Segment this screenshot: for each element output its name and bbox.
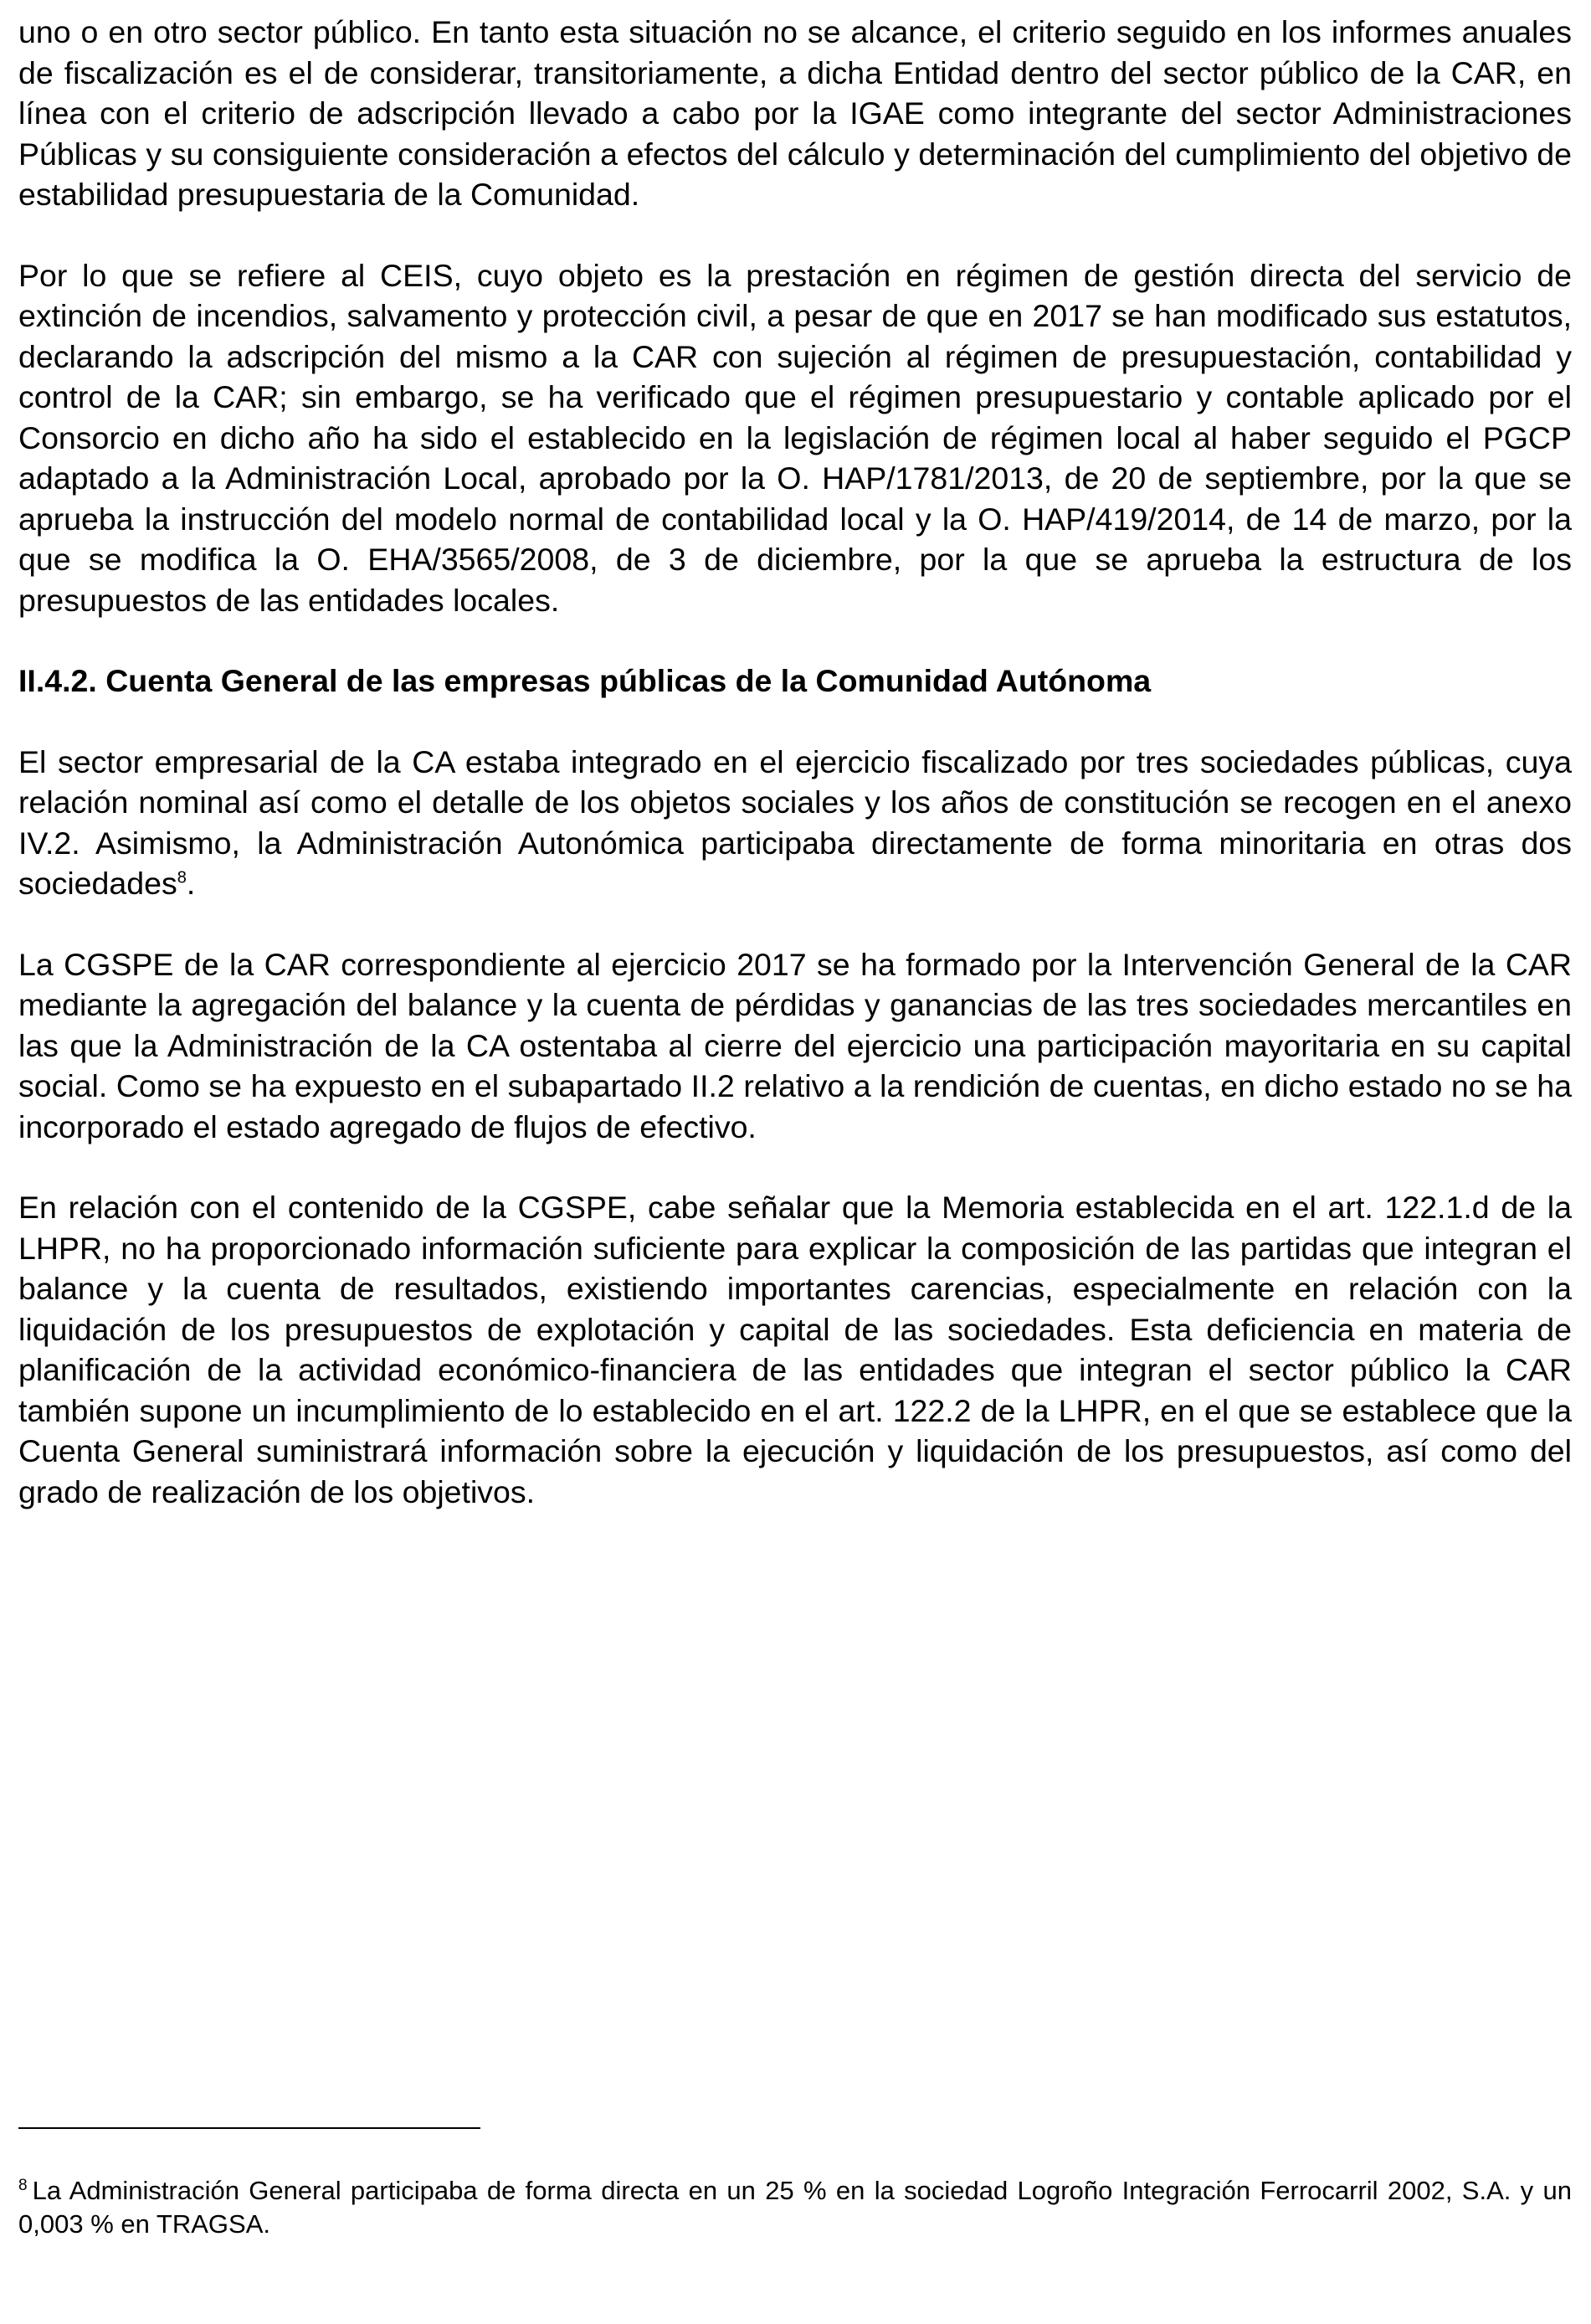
paragraph-ceis: Por lo que se refiere al CEIS, cuyo objeto es la prestación en régimen de gestión directa del servicio de extinción de incendios, salvamento y protección civil, a pesar de que en 2017 se han modificado sus estatutos, declarando la adscripción del mismo a la CAR con sujeción al régimen de presupuestación, contabilidad y control de la CAR; sin embargo, se ha verificado que el régimen presupuestario y contable aplicado por el Consorcio en dicho año ha sido el establecido en la legislación de régimen local al haber seguido el PGCP adaptado a la Administración Local, aprobado por la O. HAP/1781/2013, de 20 de septiembre, por la que se aprueba la instrucción del modelo normal de contabilidad local y la O. HAP/419/2014, de 14 de marzo, por la que se modifica la O. EHA/3565/2008, de 3 de diciembre, por la que se aprueba la estructura de los presupuestos de las entidades locales. [18, 257, 1572, 618]
paragraph-sector-empresarial-end: . [186, 866, 196, 901]
footnote-number: 8 [18, 2176, 28, 2194]
footnote [18, 2174, 1572, 2241]
footnote-text: La Administración General participaba de forma directa en un 25 % en la sociedad Logroño Integración Ferrocarril 2002, S.A. y un 0,003 % en TRAGSA. [18, 2176, 1572, 2239]
paragraph-sector-empresarial-text: El sector empresarial de la CA estaba integrado en el ejercicio fiscalizado por tres sociedades públicas, cuya relación nominal así como el detalle de los objetos sociales y los años de constitución se recogen en el anexo IV.2. Asimismo, la Administración Autonómica participaba directamente de forma minoritaria en otras dos sociedades [18, 743, 1572, 901]
footnote-reference[interactable]: 8 [177, 868, 187, 887]
paragraph-sector-empresarial [18, 742, 1572, 904]
paragraph-cgspe-content: En relación con el contenido de la CGSPE, cabe señalar que la Memoria establecida en el art. 122.1.d de la LHPR, no ha proporcionado información suficiente para explicar la composición de las partidas que integran el balance y la cuenta de resultados, existiendo importantes carencias, especialmente en relación con la liquidación de los presupuestos de explotación y capital de las sociedades. Esta deficiencia en materia de planificación de la actividad económico-financiera de las entidades que integran el sector público la CAR también supone un incumplimiento de lo establecido en el art. 122.2 de la LHPR, en el que se establece que la Cuenta General suministrará información sobre la ejecución y liquidación de los presupuestos, así como del grado de realización de los objetivos. [18, 1190, 1572, 1509]
footnote-divider [18, 2127, 480, 2129]
paragraph-continuation: uno o en otro sector público. En tanto esta situación no se alcance, el criterio seguido en los informes anuales de fiscalización es el de considerar, transitoriamente, a dicha Entidad dentro del sector público de la CAR, en línea con el criterio de adscripción llevado a cabo por la IGAE como integrante del sector Administraciones Públicas y su consiguiente consideración a efectos del cálculo y determinación del cumplimiento del objetivo de estabilidad presupuestaria de la Comunidad. [18, 14, 1572, 212]
section-heading: II.4.2. Cuenta General de las empresas públicas de la Comunidad Autónoma [18, 663, 1152, 698]
paragraph-cgspe-formation: La CGSPE de la CAR correspondiente al ejercicio 2017 se ha formado por la Intervención General de la CAR mediante la agregación del balance y la cuenta de pérdidas y ganancias de las tres sociedades mercantiles en las que la Administración de la CA ostentaba al cierre del ejercicio una participación mayoritaria en su capital social. Como se ha expuesto en el subapartado II.2 relativo a la rendición de cuentas, en dicho estado no se ha incorporado el estado agregado de flujos de efectivo. [18, 946, 1572, 1144]
document-body [18, 12, 1572, 1552]
